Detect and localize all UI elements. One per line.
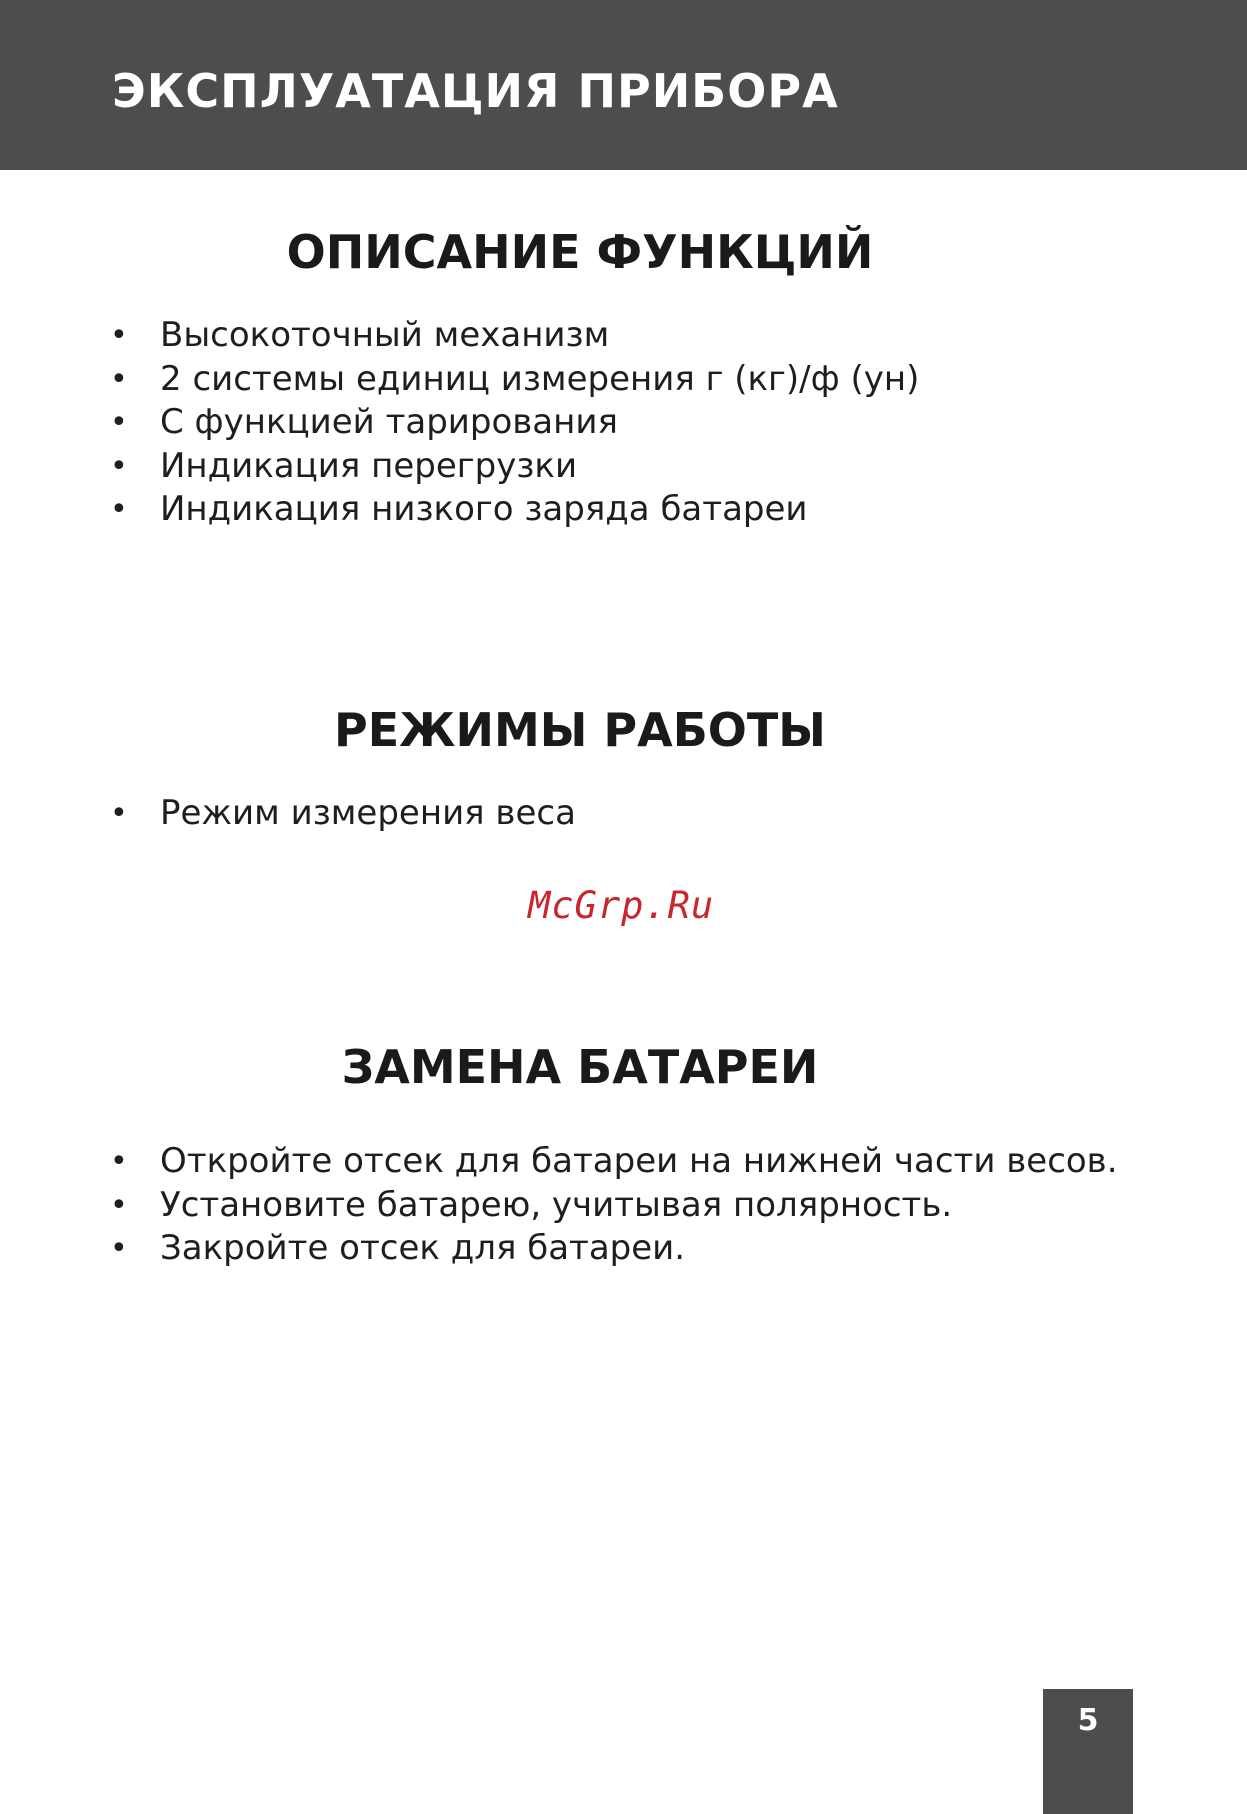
page-number-tab [1043,1689,1133,1814]
header-band [0,0,1247,170]
header-title: ЭКСПЛУАТАЦИЯ ПРИБОРА [112,64,839,118]
list-item: • Установите батарею, учитывая полярность. [0,1184,1118,1228]
features-list [0,314,919,532]
section-title-modes: РЕЖИМЫ РАБОТЫ [334,703,826,757]
battery-list [0,1140,1118,1271]
section-title-features: ОПИСАНИЕ ФУНКЦИЙ [286,225,874,279]
list-item: • Закройте отсек для батареи. [0,1227,1118,1271]
list-item: • Индикация низкого заряда батареи [0,488,919,532]
list-item: • Индикация перегрузки [0,445,919,489]
page-number: 5 [1077,1703,1099,1738]
list-item: • С функцией тарирования [0,401,919,445]
list-item: • Режим измерения веса [0,792,576,836]
list-item: • Откройте отсек для батареи на нижней части весов. [0,1140,1118,1184]
list-item: • Высокоточный механизм [0,314,919,358]
watermark-link[interactable]: McGrp.Ru [528,884,715,927]
list-item: • 2 системы единиц измерения г (кг)/ф (ун) [0,358,919,402]
section-title-battery: ЗАМЕНА БАТАРЕИ [341,1040,819,1094]
modes-list [0,792,576,836]
